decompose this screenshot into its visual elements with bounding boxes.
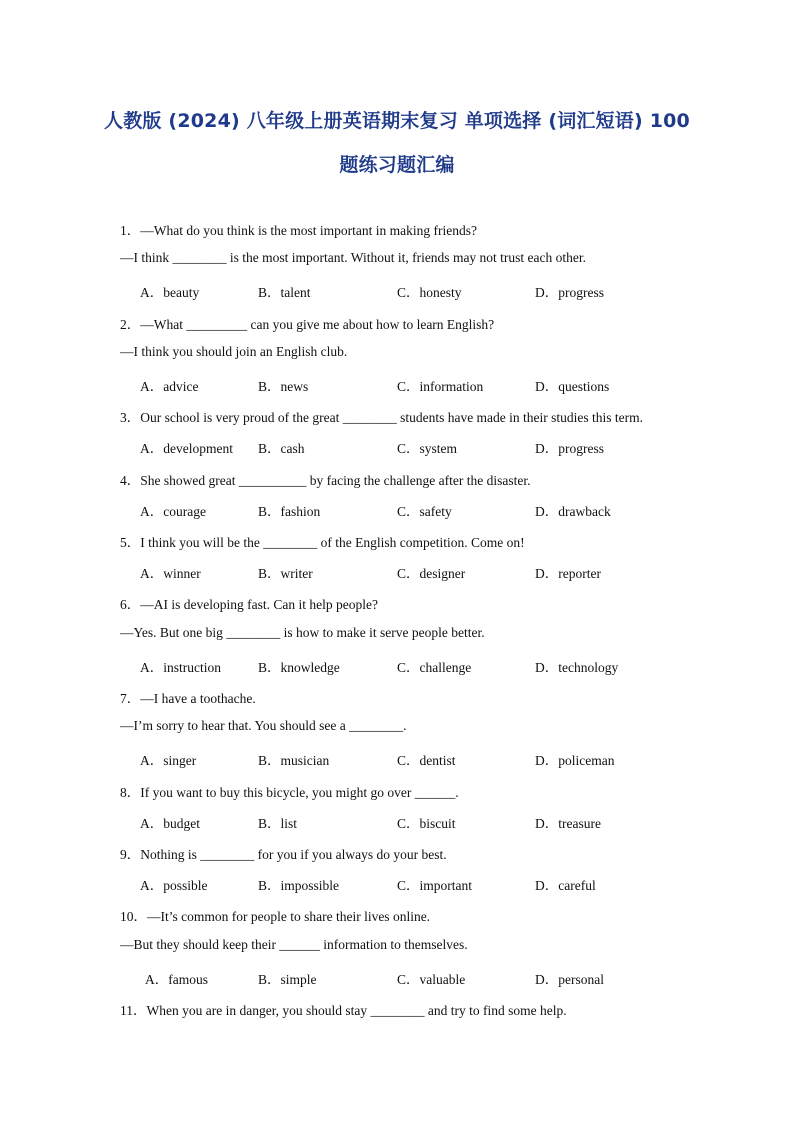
question-2-prompt: 2．—What _________ can you give me about how to learn English? <box>120 317 495 332</box>
question-7-option-a[interactable]: A．singer <box>140 753 197 768</box>
question-10-option-c[interactable]: C．valuable <box>397 972 466 987</box>
question-7-prompt: 7．—I have a toothache. <box>120 691 256 706</box>
question-8-option-a[interactable]: A．budget <box>140 816 200 831</box>
question-2-option-d[interactable]: D．questions <box>535 379 610 394</box>
question-6-option-a[interactable]: A．instruction <box>140 660 221 675</box>
question-10-response: —But they should keep their ______ information to themselves. <box>120 937 468 952</box>
question-9-option-a[interactable]: A．possible <box>140 878 208 893</box>
question-6-option-c[interactable]: C．challenge <box>397 660 472 675</box>
question-9-option-d[interactable]: D．careful <box>535 878 596 893</box>
question-7-option-c[interactable]: C．dentist <box>397 753 456 768</box>
question-1-option-d[interactable]: D．progress <box>535 285 604 300</box>
question-4-prompt: 4．She showed great __________ by facing the challenge after the disaster. <box>120 473 531 488</box>
question-1-prompt: 1．—What do you think is the most important in making friends? <box>120 223 477 238</box>
question-3-option-b[interactable]: B．cash <box>258 441 305 456</box>
question-10-option-d[interactable]: D．personal <box>535 972 604 987</box>
question-6-prompt: 6．—AI is developing fast. Can it help people? <box>120 597 378 612</box>
question-7-option-d[interactable]: D．policeman <box>535 753 615 768</box>
question-6-option-b[interactable]: B．knowledge <box>258 660 340 675</box>
question-6-option-d[interactable]: D．technology <box>535 660 619 675</box>
question-2-option-c[interactable]: C．information <box>397 379 484 394</box>
question-3-option-a[interactable]: A．development <box>140 441 233 456</box>
question-5-prompt: 5．I think you will be the ________ of the English competition. Come on! <box>120 535 525 550</box>
question-5-option-a[interactable]: A．winner <box>140 566 201 581</box>
question-4-option-b[interactable]: B．fashion <box>258 504 321 519</box>
question-9-option-b[interactable]: B．impossible <box>258 878 340 893</box>
question-10-option-b[interactable]: B．simple <box>258 972 317 987</box>
question-9-option-c[interactable]: C．important <box>397 878 472 893</box>
question-6-response: —Yes. But one big ________ is how to make it serve people better. <box>120 625 485 640</box>
question-4-option-a[interactable]: A．courage <box>140 504 206 519</box>
question-7-option-b[interactable]: B．musician <box>258 753 330 768</box>
question-11-prompt: 11．When you are in danger, you should stay ________ and try to find some help. <box>120 1003 567 1018</box>
question-8-prompt: 8．If you want to buy this bicycle, you might go over ______. <box>120 785 459 800</box>
question-1-option-b[interactable]: B．talent <box>258 285 311 300</box>
document-title-line-2: 题练习题汇编 <box>339 154 455 176</box>
question-5-option-c[interactable]: C．designer <box>397 566 466 581</box>
question-7-response: —I’m sorry to hear that. You should see a ________. <box>120 718 407 733</box>
question-3-option-c[interactable]: C．system <box>397 441 458 456</box>
question-2-option-b[interactable]: B．news <box>258 379 309 394</box>
question-8-option-c[interactable]: C．biscuit <box>397 816 456 831</box>
question-1-option-c[interactable]: C．honesty <box>397 285 462 300</box>
question-4-option-d[interactable]: D．drawback <box>535 504 611 519</box>
question-5-option-d[interactable]: D．reporter <box>535 566 601 581</box>
question-1-response: —I think ________ is the most important. Without it, friends may not trust each other. <box>120 250 587 265</box>
question-3-option-d[interactable]: D．progress <box>535 441 604 456</box>
question-5-option-b[interactable]: B．writer <box>258 566 313 581</box>
question-1-option-a[interactable]: A．beauty <box>140 285 200 300</box>
question-10-option-a[interactable]: A．famous <box>145 972 208 987</box>
document-title-line-1: 人教版 (2024) 八年级上册英语期末复习 单项选择 (词汇短语) 100 <box>104 110 690 132</box>
question-4-option-c[interactable]: C．safety <box>397 504 452 519</box>
question-2-option-a[interactable]: A．advice <box>140 379 199 394</box>
question-3-prompt: 3．Our school is very proud of the great ________ students have made in their studies this term. <box>120 410 644 425</box>
question-2-response: —I think you should join an English club. <box>120 344 348 359</box>
question-8-option-d[interactable]: D．treasure <box>535 816 601 831</box>
question-9-prompt: 9．Nothing is ________ for you if you always do your best. <box>120 847 447 862</box>
question-10-prompt: 10．—It’s common for people to share their lives online. <box>120 909 431 924</box>
question-8-option-b[interactable]: B．list <box>258 816 298 831</box>
